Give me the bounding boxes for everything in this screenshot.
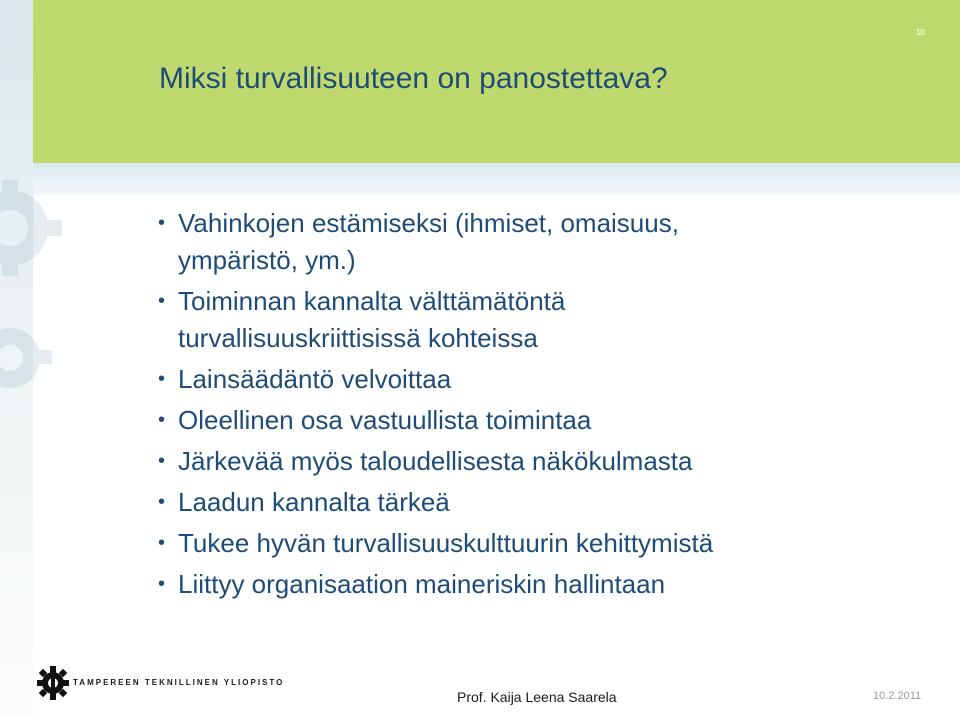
bullet-item	[158, 443, 878, 480]
bullet-text: Oleellinen osa vastuullista toimintaa	[178, 405, 592, 435]
bullet-text: Liittyy organisaation maineriskin hallintaan	[178, 569, 666, 599]
bullet-dot: •	[158, 212, 166, 234]
bullet-dot: •	[158, 368, 166, 390]
bullet-text: Lainsäädäntö velvoittaa	[178, 364, 452, 394]
slide-number: 10	[916, 28, 925, 37]
footer-author: Prof. Kaija Leena Saarela	[457, 689, 617, 705]
bullet-item	[158, 283, 878, 357]
subheader-band	[33, 163, 960, 195]
bullet-text-continued: ympäristö, ym.)	[178, 245, 356, 275]
bullet-list	[158, 205, 878, 607]
bullet-item	[158, 525, 878, 562]
bullet-dot: •	[158, 409, 166, 431]
bullet-item	[158, 205, 878, 279]
bullet-text: Toiminnan kannalta välttämätöntä	[178, 286, 566, 316]
bullet-item	[158, 566, 878, 603]
footer-date: 10.2.2011	[873, 690, 922, 702]
university-name: TAMPEREEN TEKNILLINEN YLIOPISTO	[73, 678, 285, 687]
bullet-item	[158, 402, 878, 439]
bullet-text: Järkevää myös taloudellisesta näkökulmasta	[178, 446, 693, 476]
bullet-dot: •	[158, 491, 166, 513]
bullet-dot: •	[158, 573, 166, 595]
bullet-item	[158, 361, 878, 398]
bullet-dot: •	[158, 532, 166, 554]
tut-gear-logo-icon	[35, 666, 75, 700]
gear-watermark-icon	[0, 168, 70, 468]
bullet-dot: •	[158, 450, 166, 472]
bullet-text: Laadun kannalta tärkeä	[178, 487, 450, 517]
slide-title: Miksi turvallisuuteen on panostettava?	[159, 62, 668, 95]
bullet-text: Tukee hyvän turvallisuuskulttuurin kehittymistä	[178, 528, 714, 558]
bullet-text: Vahinkojen estämiseksi (ihmiset, omaisuus,	[178, 208, 679, 238]
bullet-text-continued: turvallisuuskriittisissä kohteissa	[178, 323, 538, 353]
bullet-dot: •	[158, 290, 166, 312]
bullet-item	[158, 484, 878, 521]
